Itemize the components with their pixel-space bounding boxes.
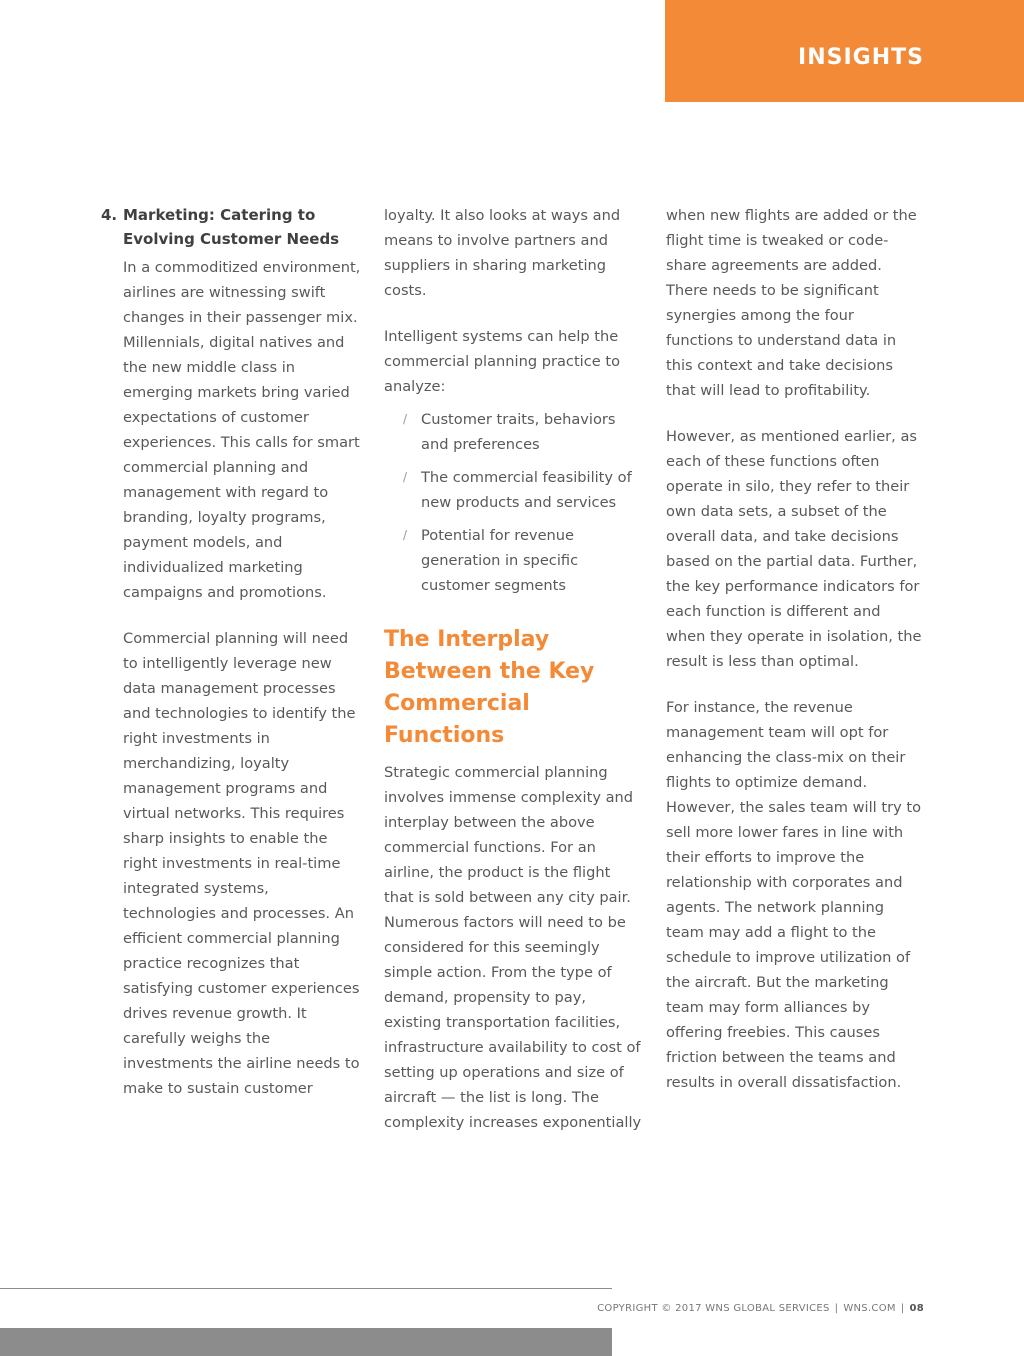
bullet-marker: / bbox=[403, 470, 408, 484]
section-tab bbox=[665, 0, 1024, 102]
page-number: 08 bbox=[909, 1303, 924, 1314]
list-item-text: The commercial feasibility of new products and services bbox=[421, 469, 632, 511]
section-heading: The Interplay Between the Key Commercial Functions bbox=[384, 627, 595, 748]
bullet-marker: / bbox=[403, 528, 408, 542]
paragraph: Intelligent systems can help the commercial planning practice to analyze: bbox=[384, 328, 621, 395]
footer-divider bbox=[0, 1288, 612, 1289]
paragraph: In a commoditized environment, airlines are witnessing swift changes in their passenger mix. Millennials, digital natives and the new middle class in emerging markets bring varied expectations of customer experiences. This calls for smart commercial planning and management with regard to branding, loyalty programs, payment models, and individualized marketing campaigns and promotions. bbox=[123, 259, 361, 601]
column-2 bbox=[384, 203, 642, 1156]
paragraph: Strategic commercial planning involves immense complexity and interplay between the above commercial functions. For an airline, the product is the flight that is sold between any city pair. Numerous factors will need to be considered for this seemingly simple action. From the type of demand, propensity to pay, existing transportation facilities, infrastructure availability to cost of setting up operations and size of aircraft — the list is long. The complexity increases exponentially bbox=[384, 764, 642, 1131]
bottom-bar bbox=[0, 1328, 612, 1356]
footer-separator: | bbox=[834, 1303, 839, 1314]
list-item-text: Potential for revenue generation in specific customer segments bbox=[421, 527, 579, 594]
paragraph: Commercial planning will need to intelligently leverage new data management processes and technologies to identify the right investments in merchandizing, loyalty management programs and virtual networks. This requires sharp insights to enable the right investments in real-time integrated systems, technologies and processes. An efficient commercial planning practice recognizes that satisfying customer experiences drives revenue growth. It carefully weighs the investments the airline needs to make to sustain customer bbox=[123, 630, 360, 1097]
list-item-text: Customer traits, behaviors and preferences bbox=[421, 411, 616, 453]
paragraph: loyalty. It also looks at ways and means to involve partners and suppliers in sharing marketing costs. bbox=[384, 207, 621, 299]
list-item bbox=[384, 465, 642, 515]
list-item bbox=[384, 407, 642, 457]
site-link[interactable]: WNS.COM bbox=[843, 1303, 896, 1314]
column-3 bbox=[666, 203, 922, 1116]
paragraph: when new flights are added or the flight time is tweaked or code-share agreements are added. There needs to be significant synergies among the four functions to understand data in this context and take decisions that will lead to profitability. bbox=[666, 207, 917, 399]
column-1 bbox=[101, 203, 363, 1122]
item-title: Marketing: Catering to Evolving Customer Needs bbox=[123, 206, 340, 248]
footer-separator: | bbox=[900, 1303, 905, 1314]
paragraph: For instance, the revenue management team will opt for enhancing the class-mix on their flights to optimize demand. However, the sales team will try to sell more lower fares in line with their efforts to improve the relationship with corporates and agents. The network planning team may add a flight to the schedule to improve utilization of the aircraft. But the marketing team may form alliances by offering freebies. This causes friction between the teams and results in overall dissatisfaction. bbox=[666, 699, 922, 1091]
item-number: 4. bbox=[101, 206, 118, 224]
bullet-list bbox=[384, 407, 642, 598]
bullet-marker: / bbox=[403, 412, 408, 426]
section-tab-label: INSIGHTS bbox=[798, 45, 924, 70]
copyright-text: COPYRIGHT © 2017 WNS GLOBAL SERVICES bbox=[597, 1303, 830, 1314]
page-footer bbox=[597, 1303, 924, 1314]
list-item bbox=[384, 523, 642, 598]
paragraph: However, as mentioned earlier, as each of these functions often operate in silo, they refer to their own data sets, a subset of the overall data, and take decisions based on the partial data. Further, the key performance indicators for each function is different and when they operate in isolation, the result is less than optimal. bbox=[666, 428, 922, 670]
